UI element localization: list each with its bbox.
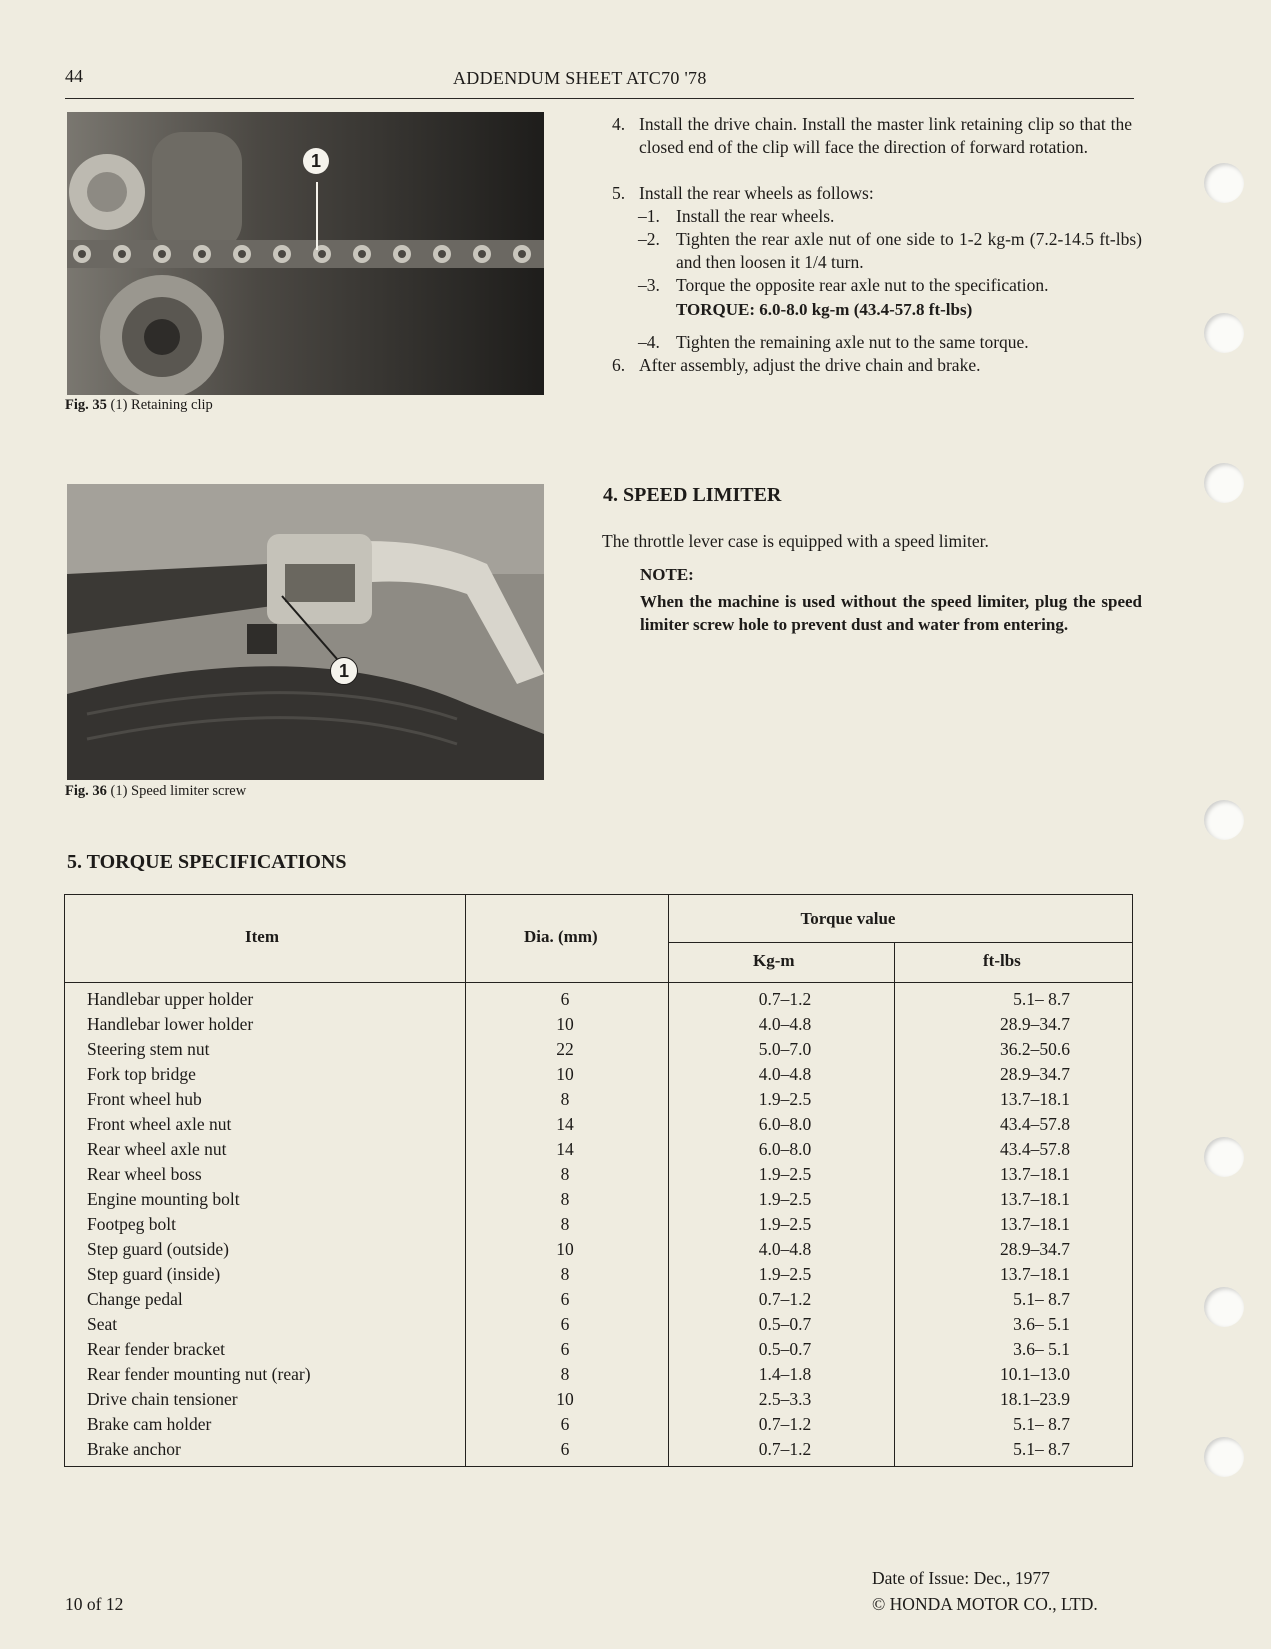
torque-dia: 6: [560, 989, 570, 1009]
torque-ftlbs: 28.9–34.7: [1000, 1064, 1070, 1084]
torque-dia: 8: [560, 1214, 570, 1234]
binder-hole: [1204, 800, 1244, 840]
torque-kgm: 4.0–4.8: [758, 1239, 812, 1259]
torque-item: Fork top bridge: [87, 1064, 196, 1084]
ftlbs-column: [960, 987, 1070, 1462]
torque-item: Front wheel axle nut: [87, 1114, 232, 1134]
copyright: © HONDA MOTOR CO., LTD.: [872, 1594, 1098, 1614]
retaining-clip-photo: [67, 112, 544, 395]
torque-kgm: 5.0–7.0: [758, 1039, 812, 1059]
torque-dia: 10: [556, 1239, 574, 1259]
note-text: When the machine is used without the speed limiter, plug the speed limiter screw hole to prevent dust and water from entering.: [640, 592, 1142, 634]
torque-dia: 14: [556, 1114, 574, 1134]
figure-label: Fig. 35: [65, 397, 107, 413]
torque-ftlbs: 5.1– 8.7: [1013, 1289, 1070, 1309]
torque-kgm: 1.9–2.5: [758, 1164, 812, 1184]
torque-kgm: 4.0–4.8: [758, 1014, 812, 1034]
torque-dia: 10: [556, 1064, 574, 1084]
torque-ftlbs: 10.1–13.0: [1000, 1364, 1070, 1384]
torque-ftlbs: 5.1– 8.7: [1013, 1439, 1070, 1459]
binder-hole: [1204, 1137, 1244, 1177]
torque-kgm: 0.7–1.2: [758, 1414, 812, 1434]
column-divider: [465, 895, 466, 1466]
torque-ftlbs: 3.6– 5.1: [1013, 1314, 1070, 1334]
binder-hole: [1204, 463, 1244, 503]
torque-item: Brake cam holder: [87, 1414, 212, 1434]
torque-kgm: 0.7–1.2: [758, 989, 812, 1009]
figure-caption-text: (1) Speed limiter screw: [110, 783, 247, 799]
torque-kgm: 6.0–8.0: [758, 1139, 812, 1159]
header-divider: [65, 98, 1134, 99]
figure-label: Fig. 36: [65, 783, 107, 799]
torque-item: Handlebar upper holder: [87, 989, 254, 1009]
torque-table: [64, 894, 1133, 1467]
torque-kgm: 1.9–2.5: [758, 1189, 812, 1209]
torque-item: Front wheel hub: [87, 1089, 202, 1109]
section-title: 5. TORQUE SPECIFICATIONS: [67, 851, 347, 873]
step-6: 6. After assembly, adjust the drive chain and brake.: [612, 355, 981, 375]
torque-item: Rear wheel boss: [87, 1164, 202, 1184]
dia-column: [535, 987, 595, 1462]
torque-item: Step guard (inside): [87, 1264, 221, 1284]
torque-ftlbs: 18.1–23.9: [1000, 1389, 1070, 1409]
header-divider: [65, 982, 1132, 983]
torque-ftlbs: 13.7–18.1: [1000, 1164, 1070, 1184]
torque-kgm: 0.7–1.2: [758, 1289, 812, 1309]
torque-item: Rear fender bracket: [87, 1339, 225, 1359]
column-divider: [668, 895, 669, 1466]
sheet-title: ADDENDUM SHEET ATC70 '78: [453, 68, 707, 88]
kgm-column: [735, 987, 835, 1462]
header-item: Item: [245, 927, 279, 946]
step-5-4: –4. Tighten the remaining axle nut to the same torque.: [638, 332, 1029, 352]
torque-dia: 8: [560, 1364, 570, 1384]
torque-ftlbs: 5.1– 8.7: [1013, 1414, 1070, 1434]
torque-dia: 8: [560, 1164, 570, 1184]
callout-marker: 1: [330, 657, 358, 685]
torque-dia: 6: [560, 1314, 570, 1334]
torque-ftlbs: 43.4–57.8: [1000, 1139, 1070, 1159]
torque-ftlbs: 43.4–57.8: [1000, 1114, 1070, 1134]
torque-dia: 8: [560, 1189, 570, 1209]
binder-hole: [1204, 1437, 1244, 1477]
item-column: [87, 987, 311, 1462]
torque-item: Handlebar lower holder: [87, 1014, 254, 1034]
torque-dia: 10: [556, 1389, 574, 1409]
torque-item: Brake anchor: [87, 1439, 181, 1459]
header-ftlbs: ft-lbs: [983, 951, 1021, 970]
torque-dia: 6: [560, 1339, 570, 1359]
page-count: 10 of 12: [65, 1594, 124, 1614]
issue-date: Date of Issue: Dec., 1977: [872, 1568, 1050, 1588]
torque-spec: TORQUE: 6.0-8.0 kg-m (43.4-57.8 ft-lbs): [676, 300, 973, 319]
torque-dia: 6: [560, 1414, 570, 1434]
row-divider: [668, 942, 1132, 943]
binder-hole: [1204, 313, 1244, 353]
torque-kgm: 0.7–1.2: [758, 1439, 812, 1459]
step-5-1: –1. Install the rear wheels.: [638, 206, 835, 226]
torque-kgm: 1.4–1.8: [758, 1364, 812, 1384]
speed-limiter-photo: [67, 484, 544, 780]
torque-kgm: 0.5–0.7: [758, 1339, 812, 1359]
torque-item: Rear wheel axle nut: [87, 1139, 227, 1159]
torque-kgm: 0.5–0.7: [758, 1314, 812, 1334]
torque-item: Drive chain tensioner: [87, 1389, 238, 1409]
torque-item: Steering stem nut: [87, 1039, 210, 1059]
page-number: 44: [65, 66, 83, 86]
torque-ftlbs: 13.7–18.1: [1000, 1089, 1070, 1109]
note-label: NOTE:: [640, 565, 694, 584]
header-torque-value: Torque value: [800, 909, 896, 928]
step-5-3: –3. Torque the opposite rear axle nut to the specification.: [638, 275, 1049, 295]
callout-marker: 1: [303, 148, 329, 174]
torque-ftlbs: 13.7–18.1: [1000, 1264, 1070, 1284]
torque-dia: 6: [560, 1289, 570, 1309]
torque-dia: 14: [556, 1139, 574, 1159]
header-dia: Dia. (mm): [524, 927, 598, 946]
torque-ftlbs: 5.1– 8.7: [1013, 989, 1070, 1009]
torque-dia: 10: [556, 1014, 574, 1034]
torque-ftlbs: 13.7–18.1: [1000, 1214, 1070, 1234]
section-text: The throttle lever case is equipped with a speed limiter.: [602, 531, 989, 551]
torque-ftlbs: 3.6– 5.1: [1013, 1339, 1070, 1359]
torque-kgm: 1.9–2.5: [758, 1264, 812, 1284]
torque-item: Rear fender mounting nut (rear): [87, 1364, 311, 1384]
torque-kgm: 4.0–4.8: [758, 1064, 812, 1084]
torque-kgm: 6.0–8.0: [758, 1114, 812, 1134]
torque-item: Footpeg bolt: [87, 1214, 176, 1234]
torque-dia: 8: [560, 1089, 570, 1109]
torque-dia: 6: [560, 1439, 570, 1459]
step-5: 5. Install the rear wheels as follows:: [612, 183, 874, 203]
torque-ftlbs: 36.2–50.6: [1000, 1039, 1070, 1059]
torque-ftlbs: 28.9–34.7: [1000, 1239, 1070, 1259]
column-divider: [894, 943, 895, 1466]
figure-36-caption: [65, 783, 246, 800]
torque-ftlbs: 28.9–34.7: [1000, 1014, 1070, 1034]
torque-kgm: 2.5–3.3: [758, 1389, 812, 1409]
torque-ftlbs: 13.7–18.1: [1000, 1189, 1070, 1209]
torque-kgm: 1.9–2.5: [758, 1214, 812, 1234]
torque-item: Change pedal: [87, 1289, 183, 1309]
binder-hole: [1204, 163, 1244, 203]
header-kgm: Kg-m: [753, 951, 795, 970]
torque-dia: 8: [560, 1264, 570, 1284]
torque-item: Step guard (outside): [87, 1239, 229, 1259]
torque-dia: 22: [556, 1039, 574, 1059]
section-title: 4. SPEED LIMITER: [603, 484, 782, 506]
torque-item: Engine mounting bolt: [87, 1189, 240, 1209]
figure-35-caption: [65, 397, 213, 414]
binder-hole: [1204, 1287, 1244, 1327]
figure-caption-text: (1) Retaining clip: [110, 397, 213, 413]
torque-kgm: 1.9–2.5: [758, 1089, 812, 1109]
step-4: 4. Install the drive chain. Install the master link retaining clip so that the closed end of the clip will face the direction of forward rotation.: [612, 114, 1132, 157]
step-5-2: –2. Tighten the rear axle nut of one side to 1-2 kg-m (7.2-14.5 ft-lbs) and then loosen it 1/4 turn.: [638, 229, 1142, 272]
torque-item: Seat: [87, 1314, 118, 1334]
